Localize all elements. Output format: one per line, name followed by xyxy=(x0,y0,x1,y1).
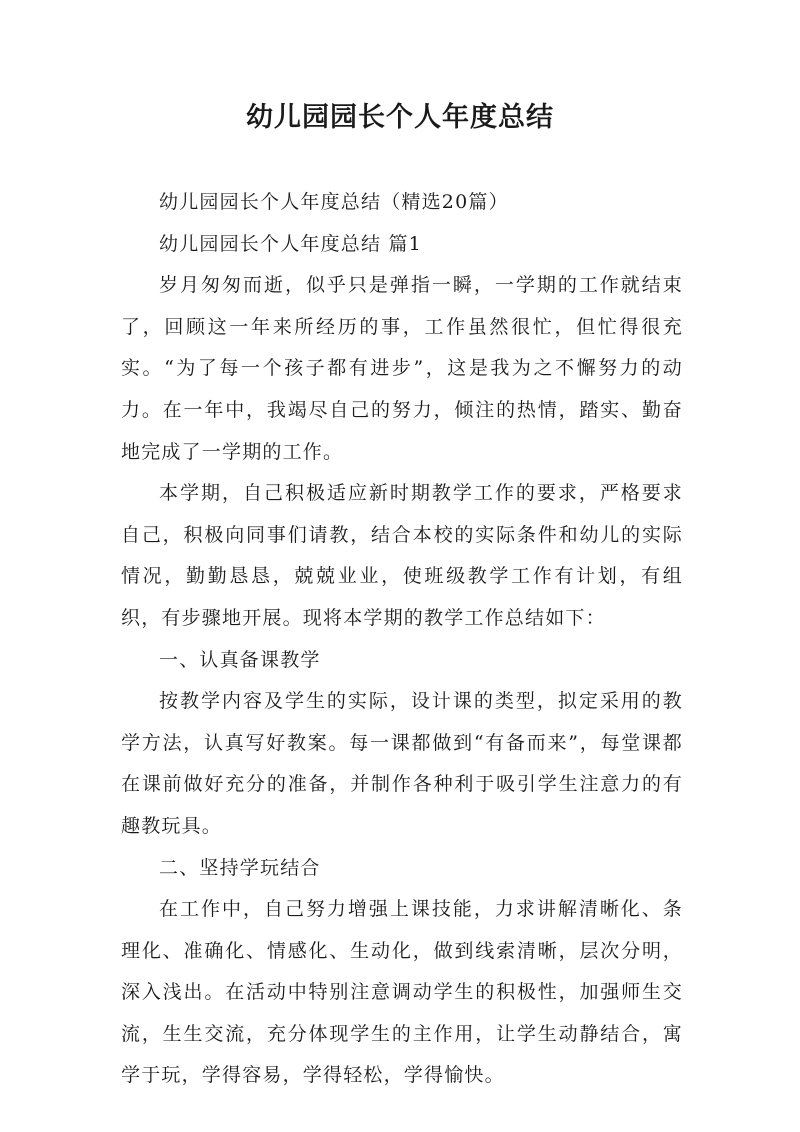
subtitle-line: 幼儿园园长个人年度总结（精选20篇） xyxy=(159,191,509,213)
section-heading: 幼儿园园长个人年度总结 篇1 xyxy=(159,232,422,255)
paragraph: 按教学内容及学生的实际，设计课的类型，拟定采用的教学方法，认真写好教案。每一课都做到“有备而来”，每堂课都在课前做好充分的准备，并制作各种利于吸引学生注意力的有趣教玩具。 xyxy=(121,690,683,837)
section-heading: 一、认真备课教学 xyxy=(159,648,321,671)
paragraph: 本学期，自己积极适应新时期教学工作的要求，严格要求自己，积极向同事们请教，结合本校的实际条件和幼儿的实际情况，勤勤恳恳，兢兢业业，使班级教学工作有计划，有组织，有步骤地开展。现将本学期的教学工作总结如下： xyxy=(121,482,683,629)
section-heading: 二、坚持学玩结合 xyxy=(159,856,321,879)
document-body xyxy=(121,182,683,1097)
paragraph: 岁月匆匆而逝，似乎只是弹指一瞬，一学期的工作就结束了，回顾这一年来所经历的事，工作虽然很忙，但忙得很充实。“为了每一个孩子都有进步”，这是我为之不懈努力的动力。在一年中，我竭尽自己的努力，倾注的热情，踏实、勤奋地完成了一学期的工作。 xyxy=(121,274,683,463)
document-title: 幼儿园园长个人年度总结 xyxy=(246,102,554,133)
paragraph: 在工作中，自己努力增强上课技能，力求讲解清晰化、条理化、准确化、情感化、生动化，做到线索清晰，层次分明，深入浅出。在活动中特别注意调动学生的积极性，加强师生交流，生生交流，充分体现学生的主作用，让学生动静结合，寓学于玩，学得容易，学得轻松，学得愉快。 xyxy=(121,898,683,1087)
